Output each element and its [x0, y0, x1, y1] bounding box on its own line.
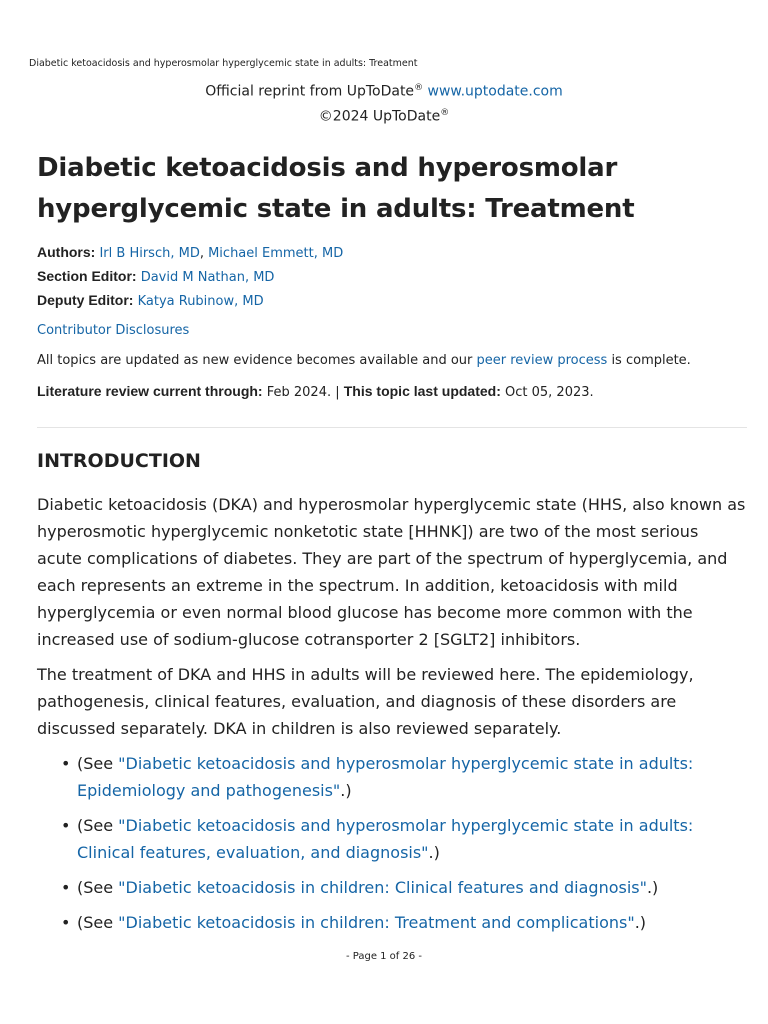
see-prefix: (See — [77, 913, 119, 932]
copyright-line — [0, 103, 768, 128]
registered-mark: ® — [440, 107, 450, 118]
author-link-emmett[interactable]: Michael Emmett, MD — [208, 246, 344, 261]
introduction-heading: INTRODUCTION — [37, 450, 201, 472]
section-editor-row — [37, 265, 747, 289]
section-editor-label: Section Editor: — [37, 268, 137, 284]
section-divider — [37, 427, 747, 428]
deputy-editor-link[interactable]: Katya Rubinow, MD — [137, 294, 264, 309]
introduction-paragraph-1: Diabetic ketoacidosis (DKA) and hyperosmolar hyperglycemic state (HHS, also known as hyperosmotic hyperglycemic nonketotic state [HHNK]) are two of the most serious acute complications of diabetes. They are part of the spectrum of hyperglycemia, and each represents an extreme in the spectrum. In addition, ketoacidosis with mild hyperglycemia or even normal blood glucose has become more common with the increased use of sodium-glucose cotransporter 2 [SGLT2] inhibitors. — [37, 495, 746, 649]
see-prefix: (See — [77, 878, 119, 897]
last-updated-value: Oct 05, 2023. — [500, 385, 594, 400]
see-suffix: .) — [646, 878, 659, 897]
article-meta — [37, 241, 747, 313]
last-updated-label: This topic last updated: — [343, 383, 501, 399]
author-separator: , — [199, 246, 209, 261]
see-suffix: .) — [634, 913, 647, 932]
peer-review-link[interactable]: peer review process — [476, 353, 608, 368]
see-prefix: (See — [77, 754, 119, 773]
update-text-before: All topics are updated as new evidence becomes available and our — [37, 353, 477, 368]
introduction-paragraph-2: The treatment of DKA and HHS in adults will be reviewed here. The epidemiology, pathogenesis, clinical features, evaluation, and diagnosis of these disorders are discussed separately. DKA in children is also reviewed separately. — [37, 665, 694, 738]
reprint-line — [0, 78, 768, 103]
list-item — [77, 812, 747, 866]
authors-row — [37, 241, 747, 265]
contributor-disclosures-link[interactable]: Contributor Disclosures — [37, 323, 190, 338]
lit-review-value: Feb 2024. | — [262, 385, 344, 400]
article-content — [37, 148, 747, 944]
copyright-text: ©2024 UpToDate — [318, 108, 441, 125]
reprint-prefix: Official reprint from UpToDate — [205, 83, 415, 100]
list-item — [77, 909, 747, 936]
section-editor-link[interactable]: David M Nathan, MD — [140, 270, 275, 285]
topic-link-dka-children-treatment[interactable]: "Diabetic ketoacidosis in children: Treatment and complications" — [118, 913, 635, 932]
review-dates — [37, 381, 747, 403]
see-suffix: .) — [340, 781, 352, 800]
list-item — [77, 874, 747, 901]
uptodate-link[interactable]: www.uptodate.com — [427, 83, 563, 100]
see-suffix: .) — [428, 843, 440, 862]
page-number: - Page 1 of 26 - — [345, 951, 423, 962]
registered-mark: ® — [414, 83, 424, 93]
deputy-editor-row — [37, 289, 747, 313]
update-notice — [37, 351, 747, 371]
see-prefix: (See — [77, 816, 119, 835]
list-item — [77, 750, 747, 804]
authors-label: Authors: — [37, 244, 96, 260]
topic-link-dka-children-diagnosis[interactable]: "Diabetic ketoacidosis in children: Clinical features and diagnosis" — [118, 878, 647, 897]
update-text-after: is complete. — [607, 353, 691, 368]
deputy-editor-label: Deputy Editor: — [37, 292, 134, 308]
see-also-list — [37, 750, 747, 936]
topic-link-dka-hhs-clinical-features[interactable]: "Diabetic ketoacidosis and hyperosmolar hyperglycemic state in adults: Clinical features, evaluation, and diagnosis" — [77, 816, 694, 862]
contributor-disclosures-row — [37, 321, 747, 341]
author-link-hirsch[interactable]: Irl B Hirsch, MD — [99, 246, 200, 261]
reprint-notice — [0, 78, 768, 127]
print-header-title: Diabetic ketoacidosis and hyperosmolar hyperglycemic state in adults: Treatment — [29, 58, 418, 69]
article-title: Diabetic ketoacidosis and hyperosmolar hyperglycemic state in adults: Treatment — [37, 153, 635, 224]
topic-link-dka-hhs-epidemiology[interactable]: "Diabetic ketoacidosis and hyperosmolar hyperglycemic state in adults: Epidemiology and pathogenesis" — [77, 754, 694, 800]
lit-review-label: Literature review current through: — [37, 383, 263, 399]
